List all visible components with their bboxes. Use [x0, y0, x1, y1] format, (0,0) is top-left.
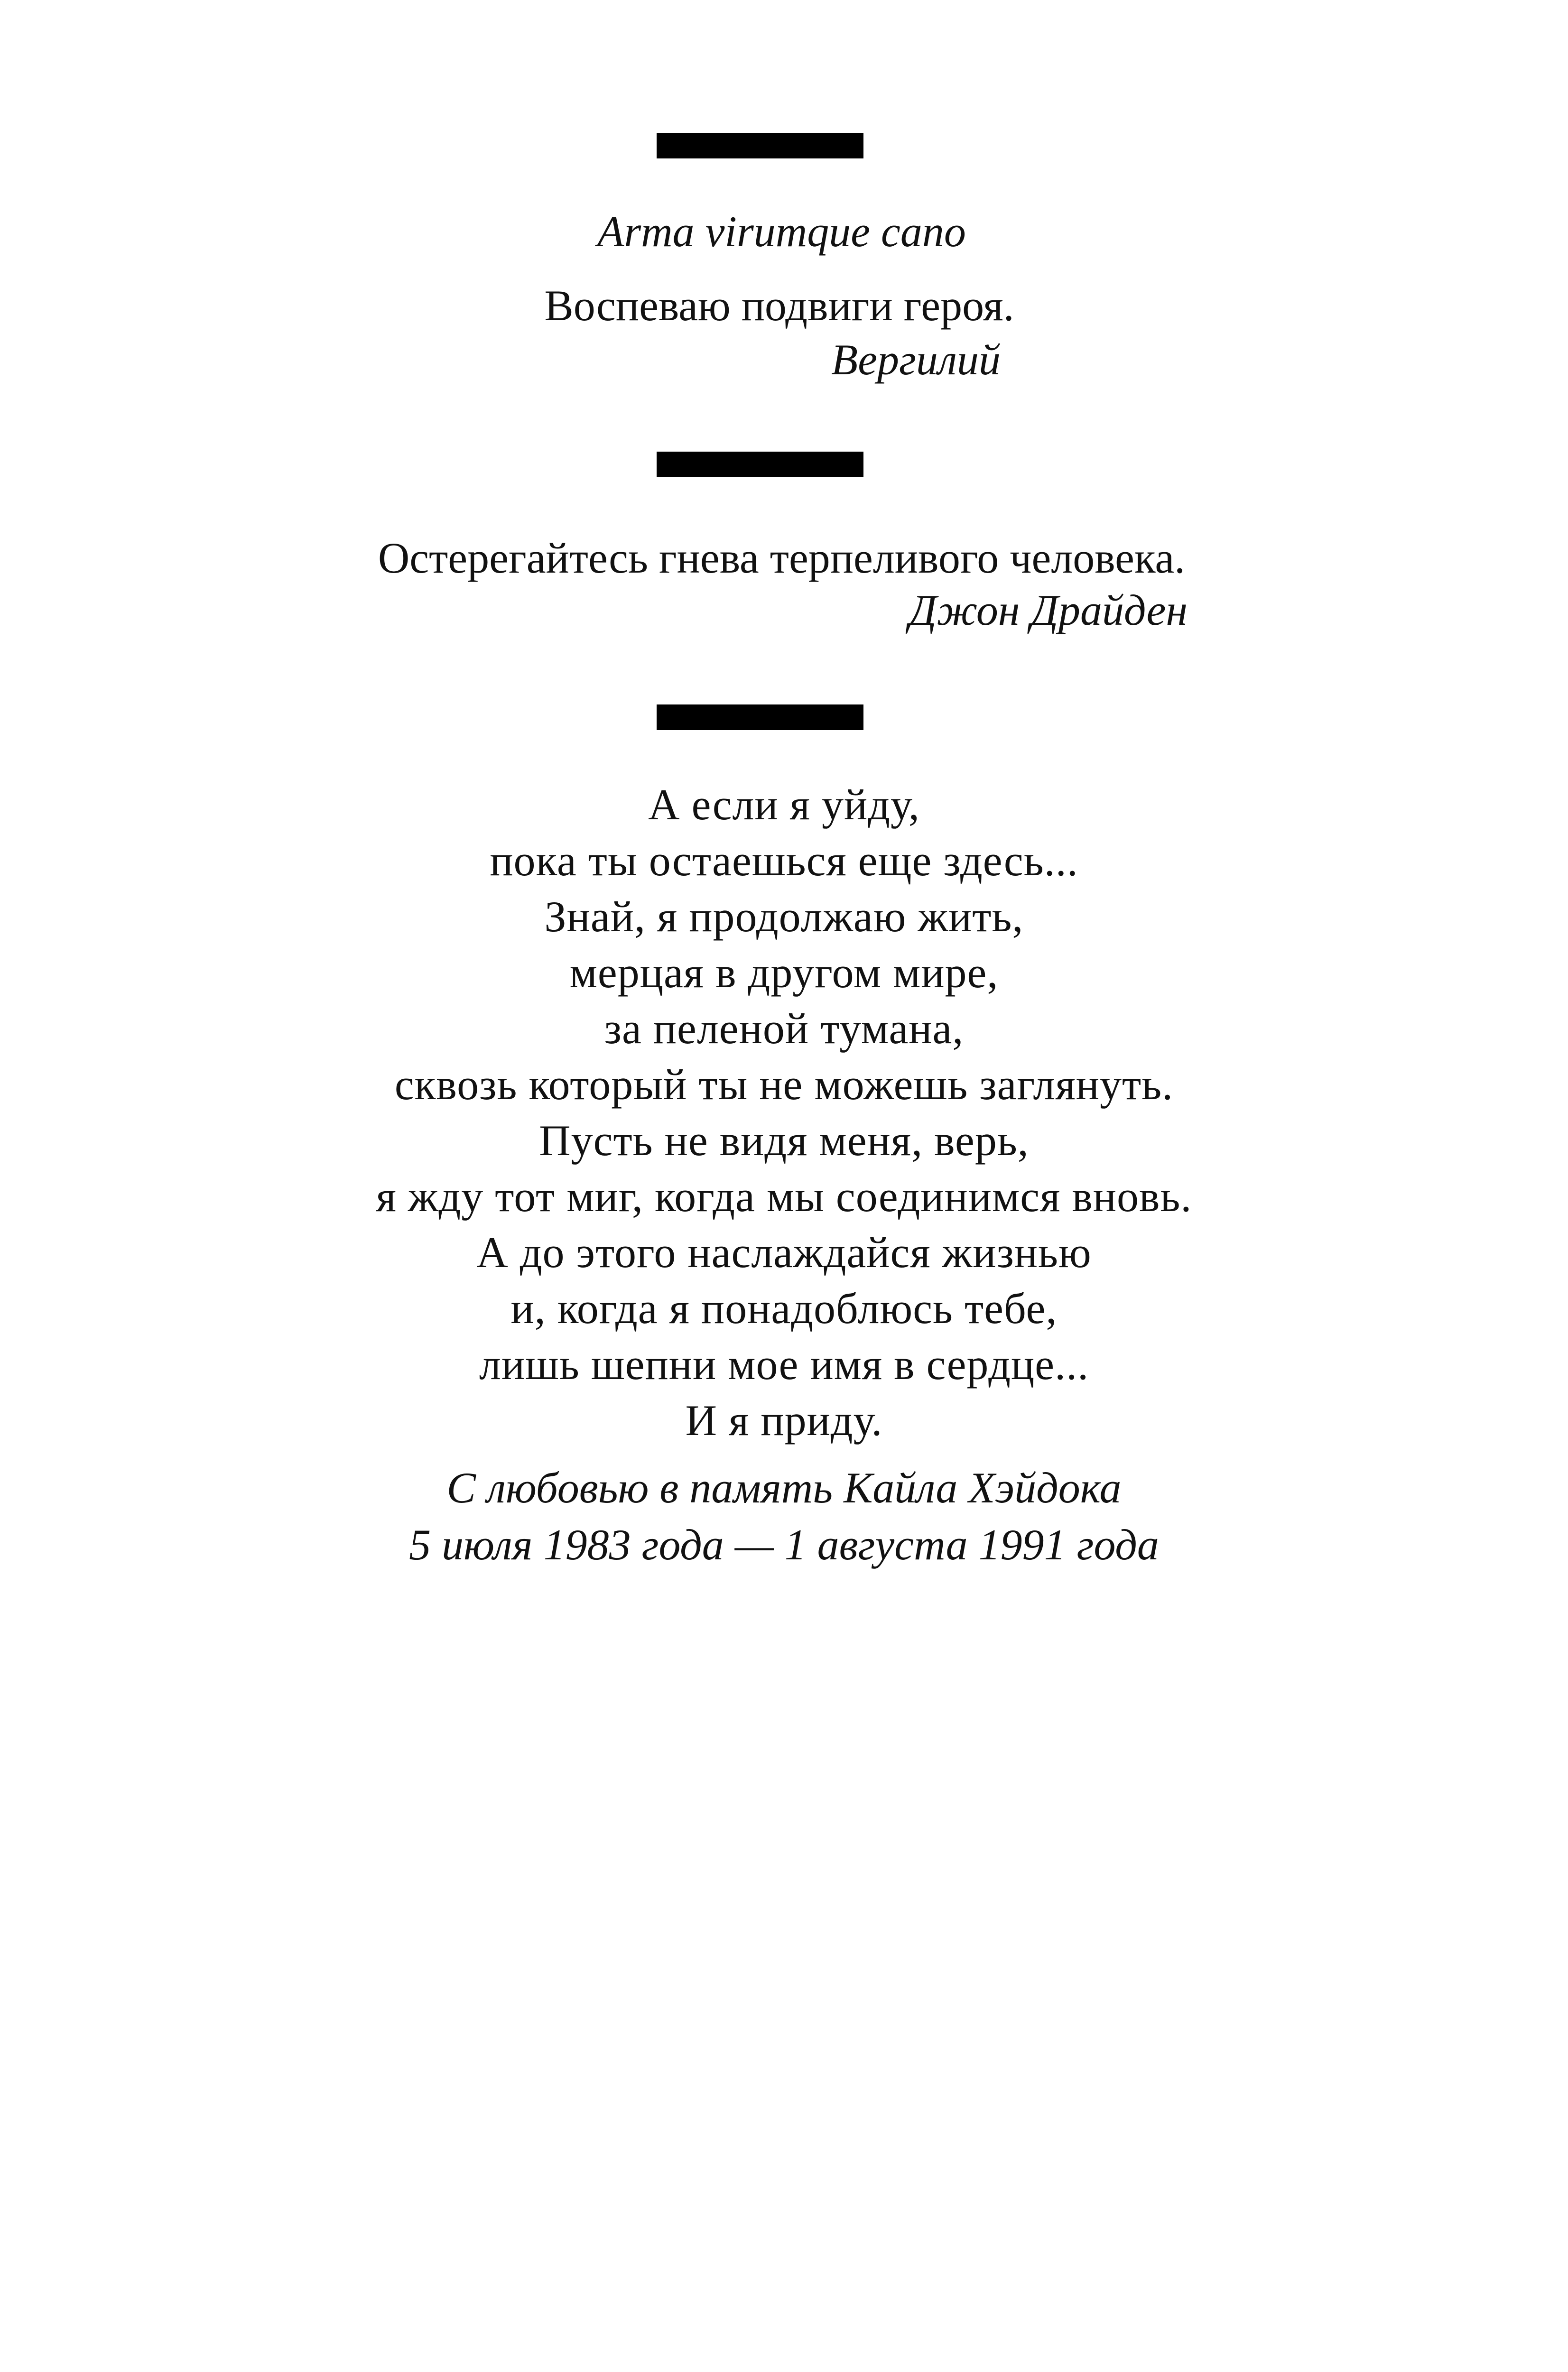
poem-line: за пеленой тумана, [604, 1004, 964, 1053]
poem-line: лишь шепни мое имя в сердце... [479, 1340, 1089, 1389]
poem-line: я жду тот миг, когда мы соединимся вновь. [376, 1172, 1192, 1221]
poem-line: Пусть не видя меня, верь, [539, 1116, 1029, 1165]
epigraph-author: Джон Драйден [909, 586, 1188, 634]
poem-line: пока ты остаешься еще здесь... [490, 836, 1078, 885]
poem-line: А до этого наслаждайся жизнью [476, 1228, 1092, 1277]
epigraph-latin: Arma virumque cano [597, 207, 966, 256]
poem-line: мерцая в другом мире, [569, 948, 999, 997]
poem-line: И я приду. [685, 1396, 883, 1445]
dedication-dates: 5 июля 1983 года — 1 августа 1991 года [409, 1520, 1159, 1569]
epigraph-author: Вергилий [831, 335, 1001, 384]
poem-line: и, когда я понадоблюсь тебе, [510, 1284, 1058, 1333]
epigraph-translation: Воспеваю подвиги героя. [544, 281, 1014, 330]
poem-line: сквозь который ты не можешь заглянуть. [394, 1060, 1174, 1109]
separator-bar [657, 133, 863, 158]
dedication-line: С любовью в память Кайла Хэйдока [446, 1464, 1122, 1512]
separator-bar [657, 452, 863, 477]
poem-line: Знай, я продолжаю жить, [544, 892, 1024, 941]
epigraph-quote: Остерегайтесь гнева терпеливого человека. [378, 534, 1186, 582]
poem-line: А если я уйду, [648, 780, 920, 829]
separator-bar [657, 704, 863, 730]
